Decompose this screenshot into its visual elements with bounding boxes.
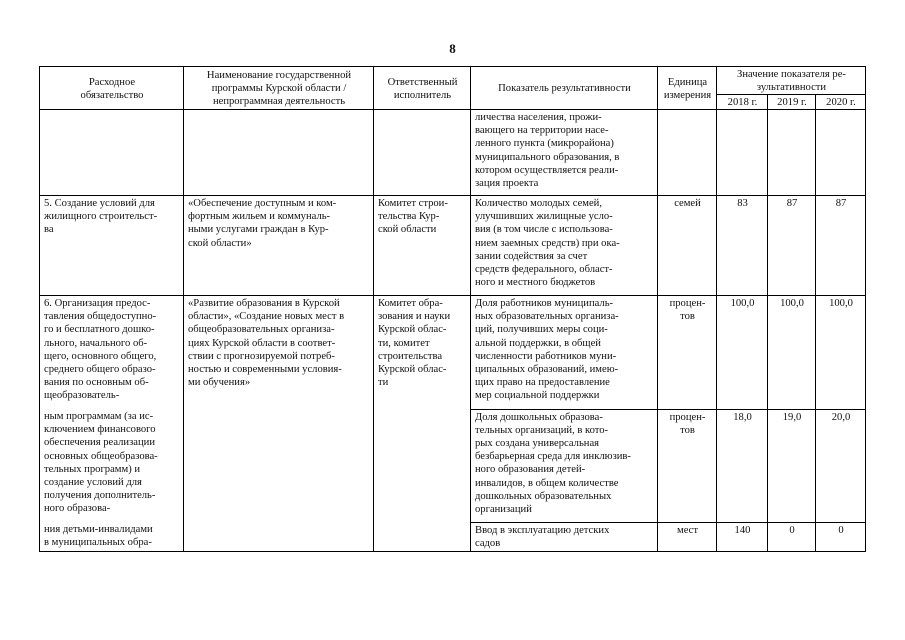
row5-unit: семей <box>674 198 701 209</box>
row6-obligation-part1: 6. Организация предос- тавления общедоступно- го и бесплатного дошко- льного, начального об- щего, основного общего, среднего общего образо- вания по основным об- щеобразователь- <box>44 298 157 402</box>
row5-value-2019: 87 <box>786 198 798 209</box>
row5-executor: Комитет строи- тельства Кур- ской области <box>378 198 448 236</box>
results-table <box>39 66 866 552</box>
row6-indicator-3: Ввод в эксплуатацию детских садов <box>475 524 610 549</box>
row6-2-value-2020: 20,0 <box>831 411 851 423</box>
row6-obligation-part2: ным программам (за ис- ключением финансового обеспечения реализации основных общеобразова- тельных программ) и создание условий для получения дополнитель- ного образова- <box>44 411 158 515</box>
header-year-2020: 2020 г. <box>826 97 856 108</box>
header-value: Значение показателя ре- зультативности <box>737 69 846 93</box>
row6-2-value-2019: 19,0 <box>782 411 802 423</box>
row6-indicator-1: Доля работников муниципаль- ных образовательных организа- ций, получивших меры соци- альной поддержки, в общей численности работников муни- ципальных образований, имею- щих право на предоставление мер социальной поддержки <box>475 298 619 402</box>
header-year-2018: 2018 г. <box>727 97 758 108</box>
header-obligation: Расходное обязательство <box>80 76 144 101</box>
row6-unit-1: процен- тов <box>669 298 706 323</box>
row6-indicator-2: Доля дошкольных образова- тельных организаций, в кото- рых создана универсальная безбарьерная среда для инклюзив- ного образования детей- инвалидов, в общем количестве дошкольных образовательных организаций <box>475 411 631 515</box>
row5-indicator: Количество молодых семей, улучшивших жилищные усло- вия (в том числе с использова- нием заемных средств) при ока- зании содействия за счет средств федерального, област- ного и местного бюджетов <box>475 198 620 289</box>
row5-program: «Обеспечение доступным и ком- фортным жильем и коммуналь- ными услугами граждан в Кур- ской области» <box>188 198 337 249</box>
header-indicator: Показатель результативности <box>498 83 631 94</box>
continued-indicator-text: личества населения, прожи- вающего на территории насе- ленного пункта (микрорайона) муниципального образования, в котором осуществляется реали- зация проекта <box>475 112 620 190</box>
row6-2-value-2018: 18,0 <box>733 411 752 423</box>
row6-3-value-2018: 140 <box>734 524 751 536</box>
row6-executor: Комитет обра- зования и науки Курской облас- ти, комитет строительства Курской облас- ти <box>378 298 451 389</box>
row5-value-2018: 83 <box>737 198 748 209</box>
row6-unit-3: мест <box>676 524 698 536</box>
row5-obligation: 5. Создание условий для жилищного строительст- ва <box>44 198 158 236</box>
row6-3-value-2020: 0 <box>838 524 844 536</box>
table-row-6a <box>40 296 866 410</box>
row6-3-value-2019: 0 <box>789 524 795 536</box>
header-year-2019: 2019 г. <box>777 97 807 108</box>
header-unit: Единица измерения <box>663 76 712 101</box>
header-program: Наименование государственной программы Курской области / непрограммная деятельность <box>206 70 352 107</box>
row6-unit-2: процен- тов <box>669 411 706 436</box>
row6-1-value-2018: 100,0 <box>730 298 755 309</box>
row6-program: «Развитие образования в Курской области», «Создание новых мест в общеобразовательных организа- циях Курской области в соответ- ствии с прогнозируемой потреб- ностью и современными условия- ми обучения» <box>188 298 345 389</box>
continued-row <box>40 110 866 196</box>
row6-1-value-2019: 100,0 <box>780 298 804 309</box>
row6-obligation-part3: ния детьми-инвалидами в муниципальных обра- <box>44 524 153 549</box>
table-row-5 <box>40 196 866 296</box>
header-row <box>40 67 866 95</box>
header-executor: Ответственный исполнитель <box>387 76 458 101</box>
row5-value-2020: 87 <box>835 198 847 209</box>
row6-1-value-2020: 100,0 <box>829 298 853 309</box>
page-number: 8 <box>449 41 456 56</box>
